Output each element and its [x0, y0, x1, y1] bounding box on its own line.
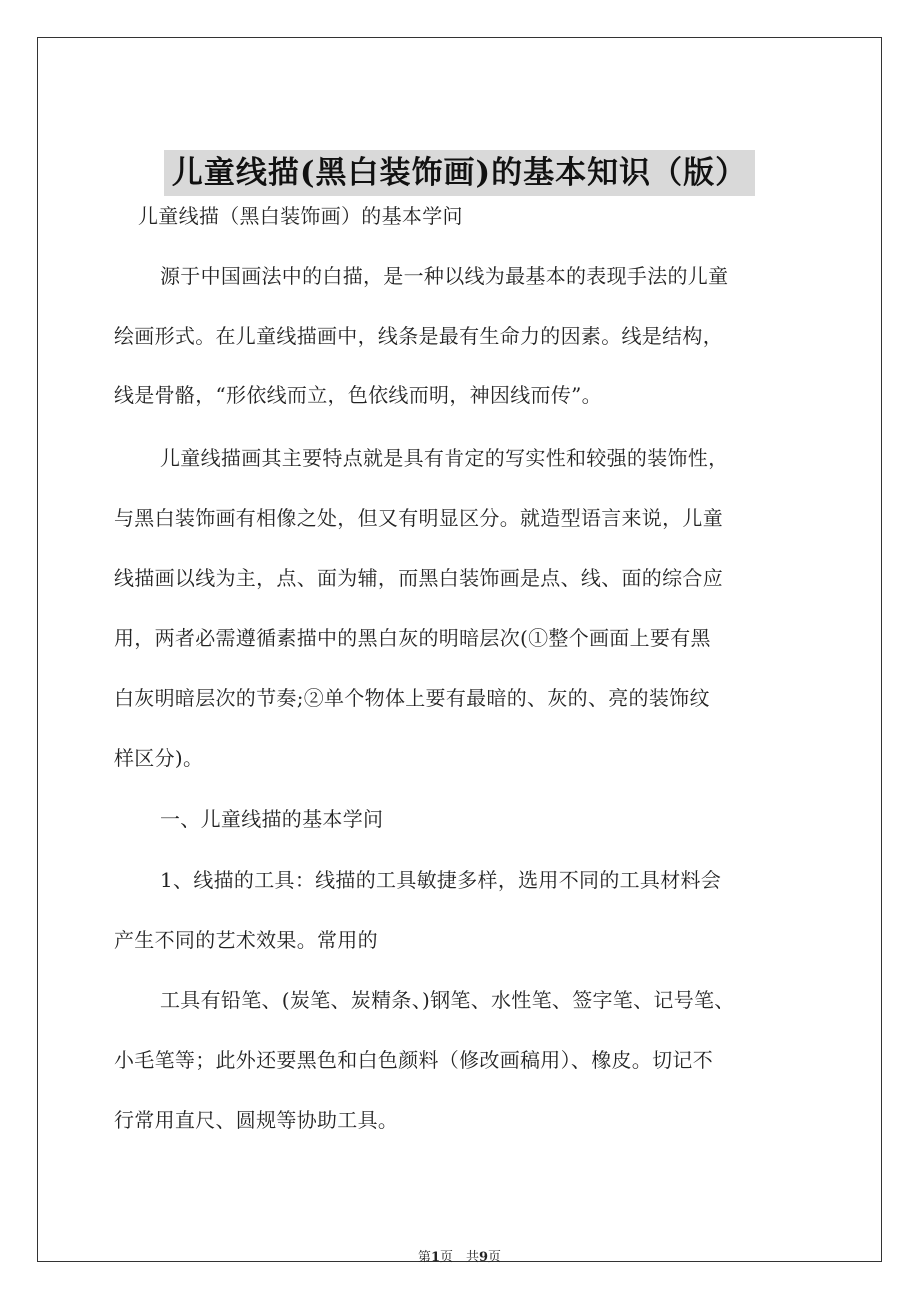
- document-title: 儿童线描(黑白装饰画)的基本知识（版）: [164, 150, 755, 196]
- body-line: 工具有铅笔、(炭笔、炭精条、)钢笔、水性笔、签字笔、记号笔、: [160, 988, 735, 1012]
- footer-page-total: 9: [479, 1250, 489, 1265]
- page-footer: [38, 1246, 881, 1265]
- body-line: 线描画以线为主，点、面为辅，而黑白装饰画是点、线、面的综合应: [114, 566, 723, 590]
- body-line: 源于中国画法中的白描，是一种以线为最基本的表现手法的儿童: [160, 264, 729, 288]
- footer-page-suffix: 页: [488, 1250, 502, 1265]
- body-line: 1、线描的工具：线描的工具敏捷多样，选用不同的工具材料会: [160, 868, 722, 892]
- body-line: 小毛笔等；此外还要黑色和白色颜料（修改画稿用）、橡皮。切记不: [114, 1048, 713, 1072]
- section-heading: 一、儿童线描的基本学问: [160, 807, 384, 831]
- body-line: 产生不同的艺术效果。常用的: [114, 928, 378, 952]
- body-line: 绘画形式。在儿童线描画中，线条是最有生命力的因素。线是结构，: [114, 324, 723, 348]
- document-page: [37, 37, 882, 1265]
- body-line: 行常用直尺、圆规等协助工具。: [114, 1108, 399, 1132]
- body-line: 儿童线描画其主要特点就是具有肯定的写实性和较强的装饰性，: [160, 446, 729, 470]
- body-line-subtitle: 儿童线描（黑白装饰画）的基本学问: [138, 204, 463, 228]
- body-line: 线是骨骼，“形依线而立，色依线而明，神因线而传”。: [114, 383, 602, 407]
- footer-page-current: 1: [430, 1250, 440, 1265]
- title-container: [38, 150, 881, 196]
- body-line: 样区分)。: [114, 746, 204, 770]
- footer-page-prefix: 第: [417, 1250, 431, 1265]
- body-line: 白灰明暗层次的节奏;②单个物体上要有最暗的、灰的、亮的装饰纹: [114, 686, 710, 710]
- body-line: 与黑白装饰画有相像之处，但又有明显区分。就造型语言来说，儿童: [114, 506, 723, 530]
- footer-page-mid: 页 共: [439, 1250, 479, 1265]
- body-line: 用，两者必需遵循素描中的黑白灰的明暗层次(①整个画面上要有黑: [114, 626, 711, 650]
